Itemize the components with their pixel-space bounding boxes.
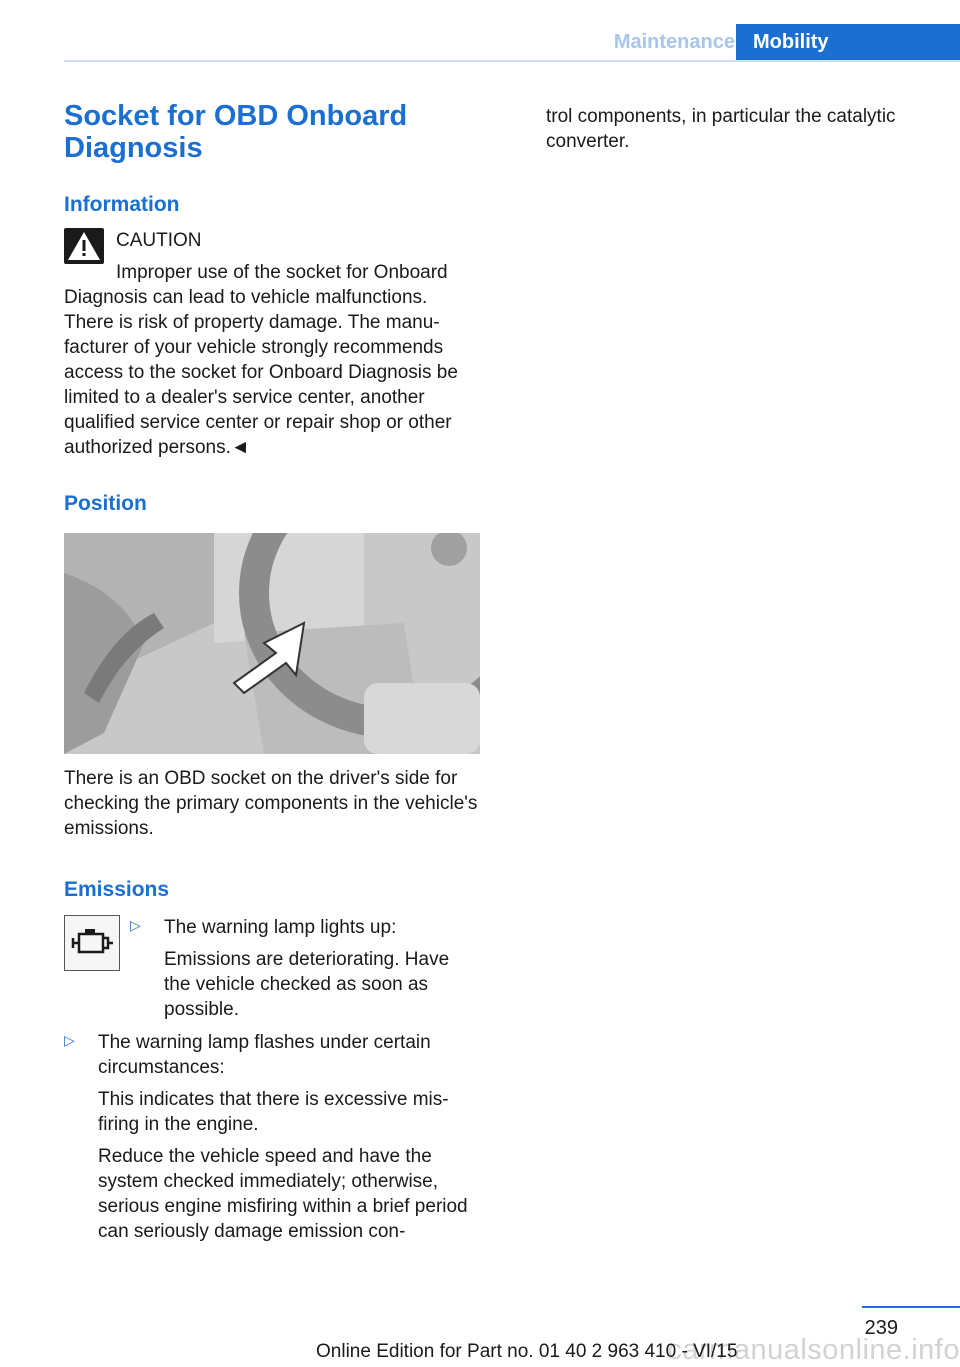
list-item [64,1030,480,1244]
heading-position: Position [64,492,147,515]
watermark: carmanualsonline.info [667,1334,960,1366]
bullet1-title: The warning lamp lights up: [164,917,397,938]
heading-information: Information [64,193,180,216]
tab-mobility[interactable]: Mobility [736,24,960,62]
list-item [130,915,480,1022]
position-text: There is an OBD socket on the driver's side for checking the primary components in the vehicle's emissions. [64,768,478,839]
left-column [64,100,480,1244]
edition-text: Online Edition for Part no. 01 40 2 963 410 - VI/15 [316,1341,738,1362]
bullet-arrow-icon: ▷ [64,1032,75,1048]
page-number: 239 [864,1317,898,1339]
header-rule [64,60,960,62]
bullet2-text2: Reduce the vehicle speed and have the system checked immediately; otherwise, serious engine misfiring within a brief period can seriously damage emission con- [98,1146,468,1242]
bullet2-text1: This indicates that there is excessive misfiring in the engine. [98,1089,449,1135]
page-title: Socket for OBD Onboard Diagnosis [64,100,408,164]
caution-label: CAUTION [116,230,202,251]
bullet1-text: Emissions are deteriorating. Have the vehicle checked as soon as possible. [164,949,450,1020]
heading-emissions: Emissions [64,878,170,901]
emissions-row [64,915,480,1022]
caution-text: Improper use of the socket for Onboard Diagnosis can lead to vehicle malfunctions. There is risk of property damage. The manufacturer of your vehicle strongly recommends access to the socket for Onboard Diagnosis be limited to a dealer's service center, another qualified service center or repair shop or other authorized persons.◄ [64,262,458,458]
continued-text: trol components, in particular the catalytic converter. [546,106,896,152]
tab-maintenance[interactable]: Maintenance [613,31,735,53]
obd-socket-photo [64,533,480,754]
caution-block [64,228,480,460]
footer-rule [862,1306,960,1308]
bullet2-title: The warning lamp flashes under certain circumstances: [98,1032,431,1078]
page-footer [0,1300,960,1366]
engine-check-icon [64,915,120,971]
right-column [546,104,926,154]
bullet-arrow-icon: ▷ [130,917,141,933]
page-header [64,0,960,62]
warning-triangle-icon [64,228,104,264]
